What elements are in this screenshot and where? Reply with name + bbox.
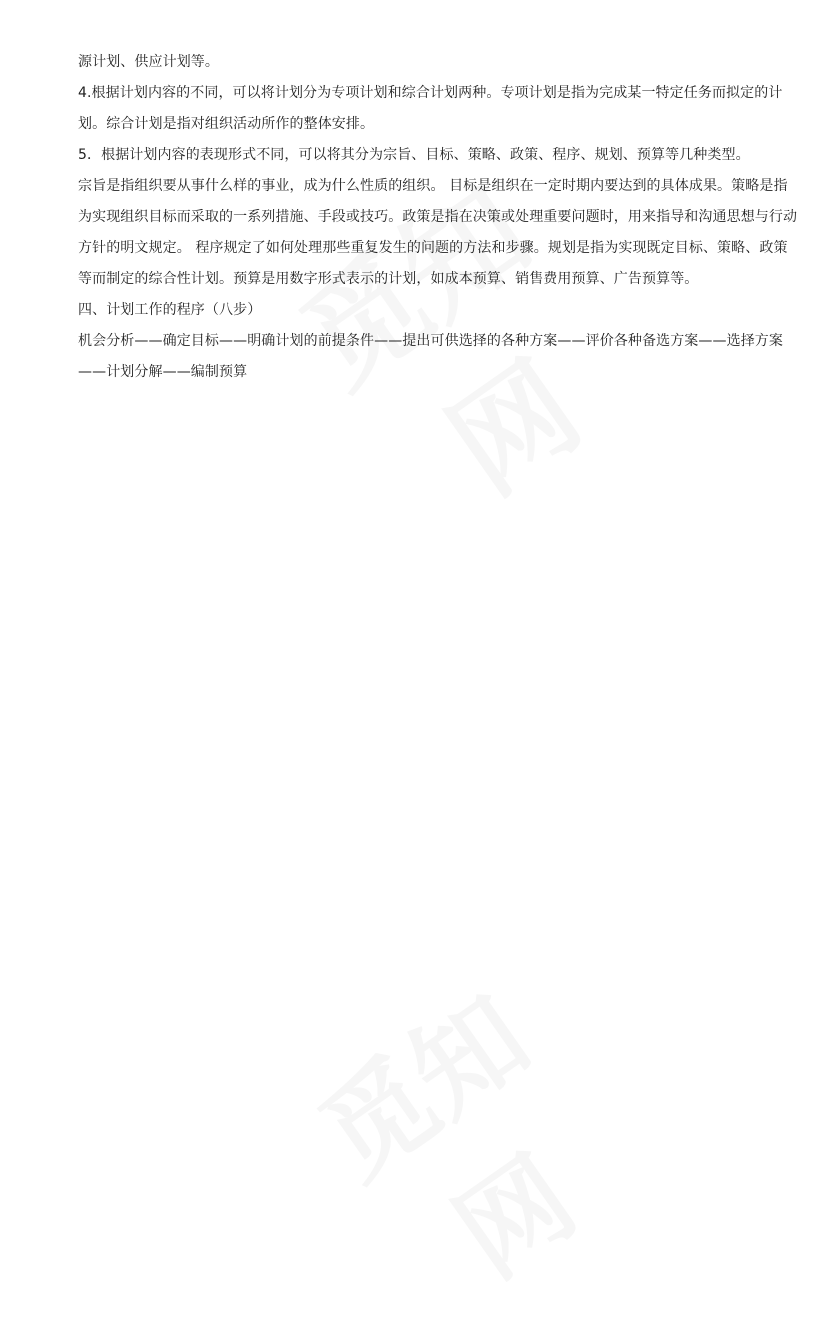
section-heading: 四、计划工作的程序（八步） <box>78 302 262 318</box>
watermark-text-bottom <box>284 952 645 1337</box>
document-body <box>78 47 798 388</box>
paragraph-4: 宗旨是指组织要从事什么样的事业，成为什么性质的组织。 目标是组织在一定时期内要达到的具体成果。策略是指为实现组织目标而采取的一系列措施、手段或技巧。政策是指在决策或处理重要问题时，用来指导和沟通思想与行动方针的明文规定。 程序规定了如何处理那些重复发生的问题的方法和步骤。规划是指为实现既定目标、策略、政策等而制定的综合性计划。预算是用数字形式表示的计划，如成本预算、销售费用预算、广告预算等。 <box>78 178 798 287</box>
paragraph-1: 源计划、供应计划等。 <box>78 54 219 70</box>
watermark-bottom <box>312 992 618 1298</box>
process-steps: 机会分析——确定目标——明确计划的前提条件——提出可供选择的各种方案——评价各种备选方案——选择方案——计划分解——编制预算 <box>78 333 783 380</box>
paragraph-3: 5．根据计划内容的表现形式不同，可以将其分为宗旨、目标、策略、政策、程序、规划、预算等几种类型。 <box>78 147 750 163</box>
paragraph-2: 4.根据计划内容的不同，可以将计划分为专项计划和综合计划两种。专项计划是指为完成某一特定任务而拟定的计划。综合计划是指对组织活动所作的整体安排。 <box>78 85 783 132</box>
